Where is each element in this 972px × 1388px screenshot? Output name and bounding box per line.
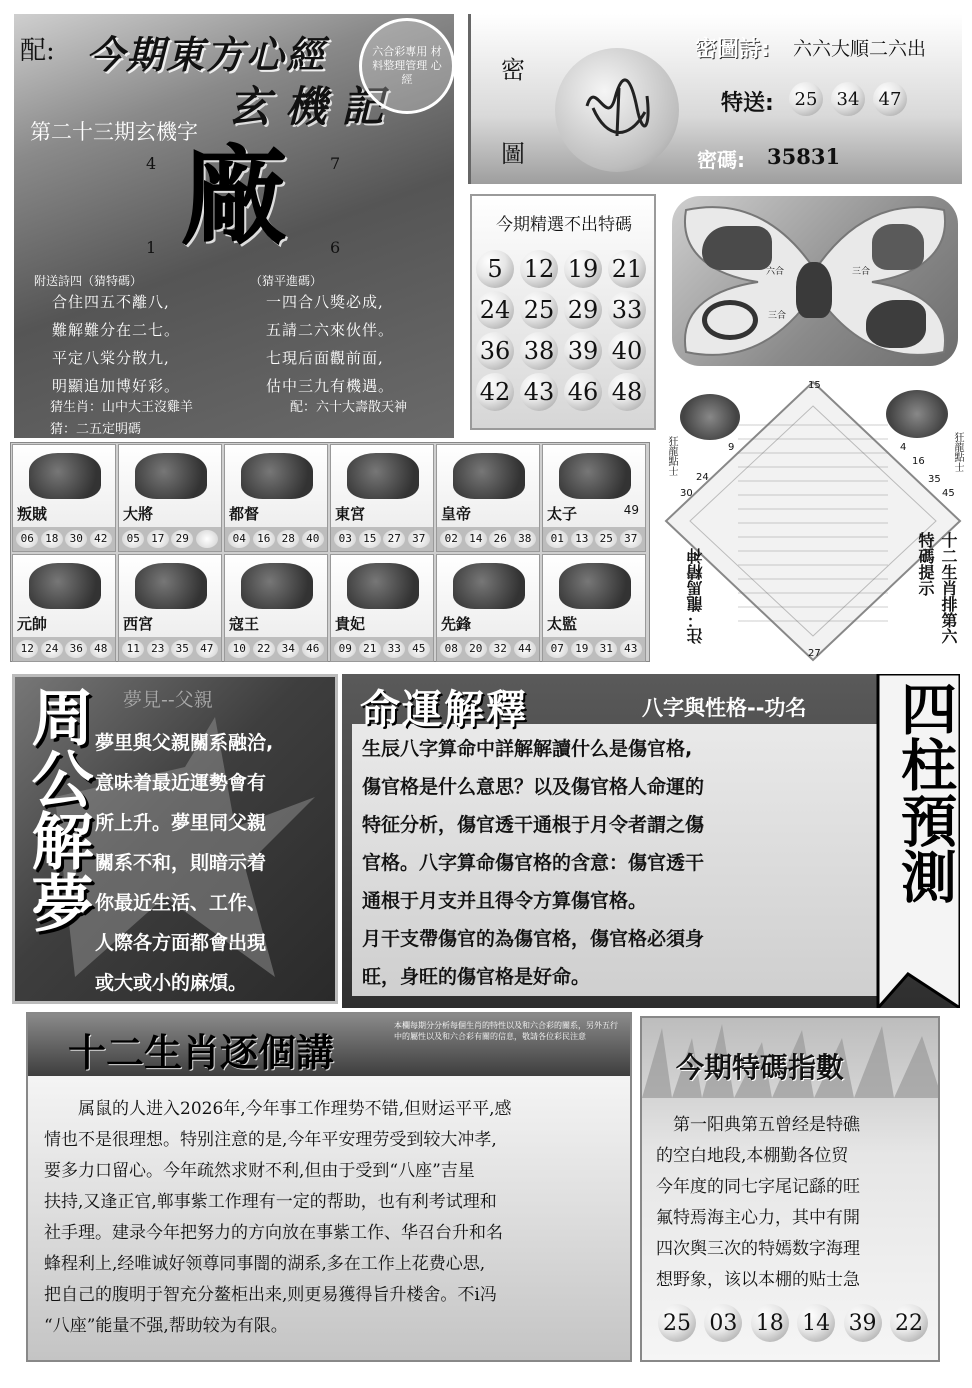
excluded-num: 33	[608, 291, 646, 329]
special-num-ball: 47	[873, 82, 907, 116]
zodiac-nums	[331, 527, 433, 551]
special-num-ball: 34	[831, 82, 865, 116]
index-num: 18	[751, 1304, 789, 1342]
excluded-num: 39	[564, 332, 602, 370]
ox-icon	[135, 453, 207, 499]
heart-scripture-panel	[14, 14, 454, 438]
zodiac-cell	[330, 554, 434, 662]
pei-note: 配：六十大壽散天神	[290, 400, 408, 415]
index-num: 03	[704, 1304, 742, 1342]
poem-left-line: 難解難分在二七。	[52, 321, 181, 339]
fortune-title: 命運解釋	[360, 687, 528, 733]
poem-right-line: 五請二六來伙伴。	[266, 321, 395, 339]
special-index-panel	[640, 1016, 940, 1362]
diamond-left-caption: 注：龍馬精神	[686, 548, 705, 644]
zodiac-cell	[542, 554, 646, 662]
issue-label: 第二十三期玄機字	[30, 120, 198, 144]
special-label: 特送:	[721, 91, 774, 116]
zodiac-num: 21	[359, 640, 381, 658]
fortune-subtitle: 八字與性格--功名	[642, 696, 807, 720]
index-line: 今年度的同七字尾记繇的旺	[656, 1177, 860, 1197]
excluded-grid	[476, 250, 652, 411]
diamond-text-block	[738, 412, 888, 622]
diamond-num: 24	[696, 472, 709, 483]
dragon-icon	[453, 453, 525, 499]
index-num: 14	[797, 1304, 835, 1342]
excluded-num: 48	[608, 373, 646, 411]
zodiac-talk-body	[44, 1094, 626, 1342]
zodiac-nums	[119, 527, 221, 551]
zodiac-cell	[436, 554, 540, 662]
secret-chart-panel	[468, 14, 962, 184]
fortune-line: 特征分析，傷官透干通根于月令者謂之傷	[362, 814, 705, 836]
zodiac-num: 48	[90, 640, 112, 658]
zodiac-num: 23	[147, 640, 169, 658]
zodiac-talk-title: 十二生肖逐個講	[68, 1031, 335, 1075]
zodiac-num: 25	[595, 530, 617, 548]
butterfly-panel	[672, 196, 958, 366]
fortune-line: 傷官格是什么意思？以及傷官格人命運的	[362, 776, 705, 798]
zodiac-num: 38	[514, 530, 536, 548]
excluded-num: 24	[476, 291, 514, 329]
diamond-panel	[660, 376, 966, 666]
dream-body	[95, 723, 335, 1003]
zodiac-title: 先鋒	[441, 615, 472, 633]
poem-left-line: 合住四五不離八,	[52, 293, 170, 311]
excluded-num: 12	[520, 250, 558, 288]
monkey-icon	[241, 563, 313, 609]
excluded-num: 36	[476, 332, 514, 370]
butterfly-label: 三合	[852, 267, 871, 277]
index-body	[656, 1110, 936, 1296]
fortune-line: 官格。八字算命傷官格的含意：傷官透干	[362, 852, 705, 874]
diamond-num: 4	[900, 442, 907, 453]
zodiac-num: 07	[546, 640, 568, 658]
zodiac-nums	[225, 637, 327, 661]
corner-num-tl: 4	[146, 154, 157, 173]
diamond-num: 30	[680, 488, 693, 499]
special-nums	[789, 82, 907, 116]
excluded-num: 40	[608, 332, 646, 370]
dream-side-title: 周公解夢	[21, 685, 94, 933]
zodiac-num: 32	[489, 640, 511, 658]
guess-zodiac: 猜生肖：山中大王沒雞羊	[50, 400, 194, 415]
diamond-num: 15	[808, 380, 821, 391]
dream-panel	[12, 674, 338, 1004]
excluded-num: 21	[608, 250, 646, 288]
zodiac-title: 大將	[123, 505, 154, 523]
zodiac-title: 西宮	[123, 615, 154, 633]
ox-icon	[702, 226, 772, 270]
zodiac-num: 24	[41, 640, 63, 658]
zodiac-num: 19	[571, 640, 593, 658]
stamp-seal	[359, 18, 454, 114]
stamp-text: 六合彩專用 材料整理管理 心經	[372, 45, 442, 86]
diamond-side-right: 狂龍點士	[952, 432, 963, 472]
excluded-num: 46	[564, 373, 602, 411]
index-title: 今期特碼指數	[676, 1051, 845, 1084]
zodiac-num: 09	[334, 640, 356, 658]
zodiac-talk-line: 社手理。建录今年把努力的方向放在事紫工作、华召台升和名	[44, 1223, 503, 1243]
excluded-num: 25	[520, 291, 558, 329]
zodiac-nums	[437, 637, 539, 661]
zodiac-num: 31	[595, 640, 617, 658]
fortune-line: 月干支帶傷官的為傷官格，傷官格必須身	[362, 928, 705, 950]
fortune-line: 旺，身旺的傷官格是好命。	[362, 966, 591, 988]
rat-icon	[29, 453, 101, 499]
poem-left-line: 明顯追加博好彩。	[52, 377, 181, 395]
zodiac-num: 14	[465, 530, 487, 548]
zodiac-num: 06	[16, 530, 38, 548]
main-char: 廠	[180, 134, 289, 260]
index-num: 22	[890, 1304, 928, 1342]
poem-left-line: 平定八棠分散九,	[52, 349, 170, 367]
zodiac-title: 貴妃	[335, 615, 366, 633]
zodiac-talk-panel	[26, 1012, 632, 1362]
goat-icon	[135, 563, 207, 609]
horse-icon	[29, 563, 101, 609]
secret-poem-value: 六六大順二六出	[793, 38, 927, 60]
diamond-num: 35	[928, 474, 941, 485]
excluded-num: 5	[476, 250, 514, 288]
zodiac-num: 18	[41, 530, 63, 548]
zodiac-num: 34	[277, 640, 299, 658]
zodiac-nums	[119, 637, 221, 661]
poem-left-head: 附送詩四（猜特碼）	[34, 274, 143, 288]
butterfly-label: 六合	[766, 267, 785, 277]
excluded-num: 29	[564, 291, 602, 329]
zodiac-nums	[13, 637, 115, 661]
index-line: 氟特焉海主心力，其中有開	[656, 1208, 860, 1228]
code-value: 35831	[767, 144, 841, 169]
zodiac-num: 44	[514, 640, 536, 658]
guess-code: 猜：二五定明碼	[50, 422, 142, 437]
zodiac-num: 40	[302, 530, 324, 548]
zodiac-num: 46	[302, 640, 324, 658]
zodiac-num: 35	[171, 640, 193, 658]
zodiac-num: 11	[122, 640, 144, 658]
zodiac-title: 都督	[229, 505, 260, 523]
corner-num-tr: 7	[330, 154, 341, 173]
squiggle-glyph-icon	[555, 48, 679, 172]
zodiac-num: 05	[122, 530, 144, 548]
zodiac-cell	[118, 444, 222, 552]
zodiac-nums	[543, 637, 645, 661]
excluded-num: 42	[476, 373, 514, 411]
zodiac-num: 29	[171, 530, 193, 548]
zodiac-num: 42	[90, 530, 112, 548]
zodiac-num: 37	[408, 530, 430, 548]
excluded-num: 38	[520, 332, 558, 370]
fortune-line: 通根于月支并且得令方算傷官格。	[362, 890, 648, 912]
zodiac-cell	[118, 554, 222, 662]
code-label: 密碼:	[697, 148, 745, 172]
index-num: 39	[844, 1304, 882, 1342]
mystic-title: 玄 機 記	[228, 82, 384, 131]
dream-line: 人際各方面都會出現	[95, 932, 267, 954]
zodiac-num: 33	[383, 640, 405, 658]
zodiac-num: 43	[620, 640, 642, 658]
excluded-num: 43	[520, 373, 558, 411]
dream-line: 所上升。夢里同父親	[95, 812, 267, 834]
zodiac-talk-line: 蜂程利上,经唯诚好领尊同事闇的湖系,多在工作上花费心思,	[44, 1254, 486, 1274]
excluded-num: 19	[564, 250, 602, 288]
index-line: 四次舆三次的特嫣数字海理	[656, 1239, 860, 1259]
zodiac-cell	[224, 444, 328, 552]
zodiac-title: 太監	[547, 615, 578, 633]
zodiac-num	[196, 530, 218, 548]
butterfly-label: 三合	[768, 311, 787, 321]
zodiac-title: 元帥	[17, 615, 48, 633]
zodiac-num: 08	[440, 640, 462, 658]
secret-poem-label: 密圖詩:	[695, 37, 770, 62]
secret-chart-disc	[555, 48, 679, 172]
zodiac-talk-line: “八座”能量不强,帮助较为有限。	[44, 1316, 288, 1336]
zodiac-num: 30	[65, 530, 87, 548]
pig-icon	[559, 563, 631, 609]
zodiac-num: 37	[620, 530, 642, 548]
poem-right-line: 七現后面觀前面,	[266, 349, 384, 367]
zodiac-cell	[12, 444, 116, 552]
zodiac-num: 03	[334, 530, 356, 548]
zodiac-num: 45	[408, 640, 430, 658]
dream-line: 或大或小的麻煩。	[95, 972, 248, 994]
zodiac-num: 26	[489, 530, 511, 548]
zodiac-num: 28	[277, 530, 299, 548]
index-num: 25	[658, 1304, 696, 1342]
snake-icon	[559, 453, 631, 499]
zodiac-num: 17	[147, 530, 169, 548]
tiger-icon	[241, 453, 313, 499]
zodiac-num: 16	[253, 530, 275, 548]
flower-icon	[680, 394, 740, 440]
zodiac-num: 02	[440, 530, 462, 548]
fortune-panel	[342, 674, 960, 1008]
excluded-title: 今期精選不出特碼	[496, 215, 632, 235]
zodiac-badge: 49	[623, 503, 639, 517]
zodiac-num: 13	[571, 530, 593, 548]
index-nums	[658, 1304, 928, 1342]
zodiac-num: 12	[16, 640, 38, 658]
zodiac-talk-line: 属鼠的人进入2026年,今年事工作理势不错,但财运平平,感	[78, 1099, 512, 1119]
poem-right-line: 一四合八獎必成,	[266, 293, 384, 311]
zodiac-cell	[436, 444, 540, 552]
zodiac-cell	[542, 444, 646, 552]
zodiac-num: 15	[359, 530, 381, 548]
zodiac-cell	[330, 444, 434, 552]
index-line: 第一阳典第五曾经是特礁	[673, 1115, 860, 1135]
zodiac-cell	[224, 554, 328, 662]
special-num-ball: 25	[789, 82, 823, 116]
fortune-side-title: 四柱預測	[892, 680, 957, 904]
fortune-body	[362, 730, 878, 996]
heart-title: 今期東方心經	[86, 33, 327, 77]
zodiac-talk-line: 情也不是很理想。特别注意的是,今年平安理劳受到较大冲孝,	[44, 1130, 497, 1150]
zodiac-cell	[12, 554, 116, 662]
excluded-numbers-panel	[470, 194, 656, 430]
poem-right	[266, 288, 394, 400]
zodiac-title: 叛賊	[17, 505, 48, 523]
dream-heading: 夢見--父親	[123, 689, 213, 711]
zodiac-talk-line: 扶持,又逢正官,郸事紫工作理有一定的帮助，也有利考试理和	[44, 1192, 497, 1212]
zodiac-num: 36	[65, 640, 87, 658]
fortune-line: 生辰八字算命中詳解解讀什么是傷官格,	[362, 738, 693, 760]
rooster-icon	[347, 563, 419, 609]
zodiac-nums	[331, 637, 433, 661]
monkey-icon	[796, 262, 832, 318]
dog-icon	[453, 563, 525, 609]
dream-line: 意味着最近運勢會有	[95, 772, 267, 794]
zodiac-num: 01	[546, 530, 568, 548]
diamond-num: 16	[912, 456, 925, 467]
index-line: 的空白地段,本棚勤各位贸	[656, 1146, 849, 1166]
zodiac-num: 10	[228, 640, 250, 658]
poem-right-line: 估中三九有機遇。	[266, 377, 395, 395]
flower-icon	[886, 390, 948, 438]
zodiac-num: 04	[228, 530, 250, 548]
zodiac-talk-note: 本欄每期分分析每個生肖的特性以及和六合彩的關系，另外五行中的屬性以及和六合彩有關的信息，敬請各位彩民注意	[394, 1021, 618, 1041]
zodiac-num: 47	[196, 640, 218, 658]
diamond-right-caption: 十二生肖排第六 特碼提示	[916, 532, 958, 644]
dream-line: 關系不和，則暗示着	[95, 852, 267, 874]
ram-icon	[872, 224, 924, 270]
diamond-num: 9	[728, 442, 735, 453]
rabbit-icon	[347, 453, 419, 499]
zodiac-nums	[437, 527, 539, 551]
secret-label-top: 密	[501, 56, 525, 84]
zodiac-nums	[543, 527, 645, 551]
zodiac-title: 東宮	[335, 505, 366, 523]
snake-icon	[702, 300, 758, 340]
pei-label: 配:	[20, 36, 55, 66]
diamond-num: 27	[808, 648, 821, 659]
secret-label-bottom: 圖	[501, 140, 525, 168]
zodiac-title: 太子	[547, 505, 578, 523]
zodiac-num: 20	[465, 640, 487, 658]
diamond-num: 45	[942, 488, 955, 499]
index-line: 想野象，该以本棚的贴士急	[656, 1270, 860, 1290]
corner-num-br: 6	[330, 238, 341, 257]
zodiac-num: 22	[253, 640, 275, 658]
dream-line: 夢里與父親關系融洽,	[95, 732, 274, 754]
poem-left	[52, 288, 180, 400]
zodiac-talk-line: 把自己的腹明于智充分鳌柜出来,则更易獲得旨升楼舍。不i冯	[44, 1285, 497, 1305]
rooster-icon	[866, 300, 926, 348]
zodiac-talk-line: 要多力口留心。今年疏然求财不利,但由于受到“八座”吉星	[44, 1161, 475, 1181]
dream-line: 你最近生活、工作、	[95, 892, 267, 914]
zodiac-nums	[13, 527, 115, 551]
corner-num-bl: 1	[146, 238, 157, 257]
zodiac-nums	[225, 527, 327, 551]
poem-right-head: （猜平進碼）	[250, 274, 323, 288]
diamond-side-left: 狂龍點士	[666, 436, 677, 476]
zodiac-title: 皇帝	[441, 505, 472, 523]
zodiac-num: 27	[383, 530, 405, 548]
zodiac-title: 寇王	[229, 615, 260, 633]
